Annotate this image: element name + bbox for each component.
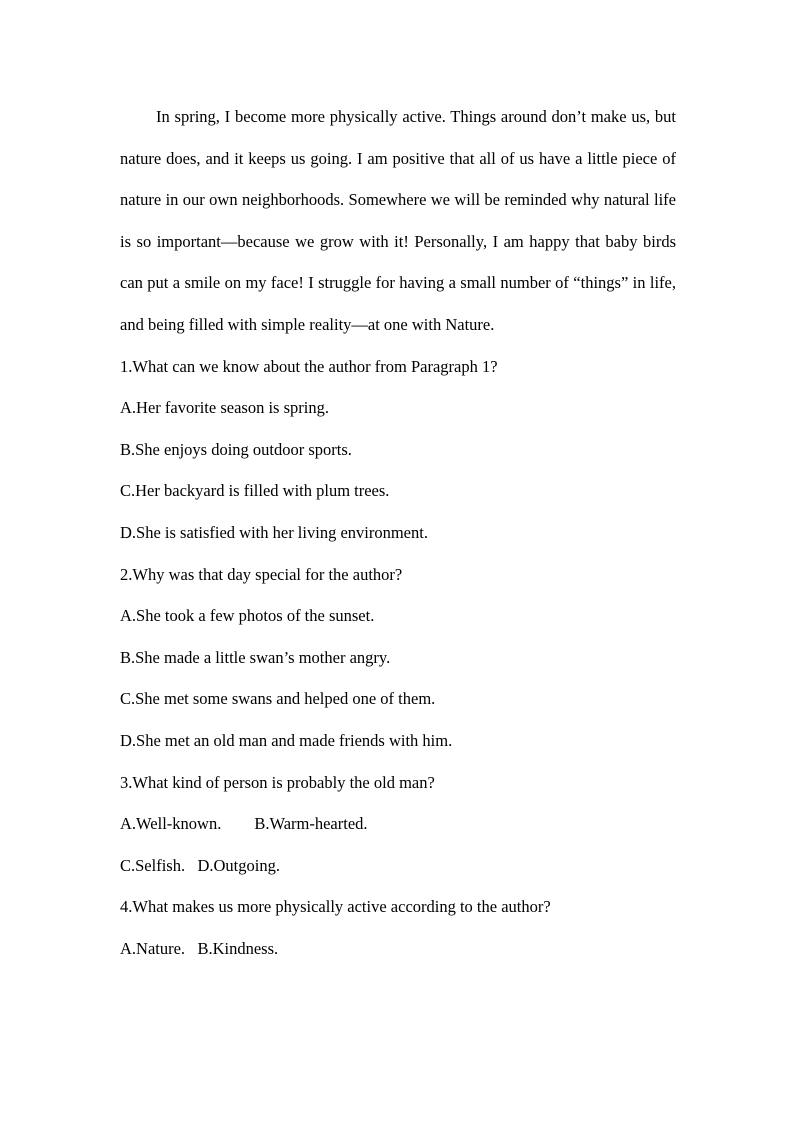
question-3-options-row-2 [120, 845, 676, 887]
question-4-stem: 4.What makes us more physically active according to the author? [120, 897, 551, 917]
question-2-stem: 2.Why was that day special for the author? [120, 564, 403, 584]
question-4-options-row [120, 928, 676, 970]
question-2-option-d: D.She met an old man and made friends with him. [120, 730, 453, 750]
question-3-option-b: B.Warm-hearted. [254, 814, 368, 834]
question-3-options-row-1 [120, 803, 676, 845]
question-3-stem: 3.What kind of person is probably the old man? [120, 772, 435, 792]
passage-paragraph: In spring, I become more physically active. Things around don’t make us, but nature does, and it keeps us going. I am positive that all of us have a little piece of nature in our own neighborhoods. Somewhere we will be reminded why natural life is so important—because we grow with it! Personally, I am happy that baby birds can put a smile on my face! I struggle for having a small number of “things” in life, and being filled with simple reality—at one with Nature. [120, 107, 676, 334]
question-4-option-a: A.Nature. [120, 938, 186, 958]
question-3-option-c: C.Selfish. [120, 855, 186, 875]
question-2-option-b: B.She made a little swan’s mother angry. [120, 647, 391, 667]
question-2-option-c: C.She met some swans and helped one of them. [120, 689, 436, 709]
question-3-option-a: A.Well-known. [120, 814, 222, 834]
question-1-option-c: C.Her backyard is filled with plum trees. [120, 481, 390, 501]
question-3-option-d: D.Outgoing. [197, 855, 280, 875]
question-1-option-d: D.She is satisfied with her living environment. [120, 522, 428, 542]
question-1-option-b: B.She enjoys doing outdoor sports. [120, 439, 352, 459]
question-1-option-a: A.Her favorite season is spring. [120, 398, 329, 418]
document-page [120, 96, 676, 969]
question-4-option-b: B.Kindness. [197, 938, 279, 958]
question-2-option-a: A.She took a few photos of the sunset. [120, 606, 375, 626]
question-1-stem: 1.What can we know about the author from Paragraph 1? [120, 356, 498, 376]
